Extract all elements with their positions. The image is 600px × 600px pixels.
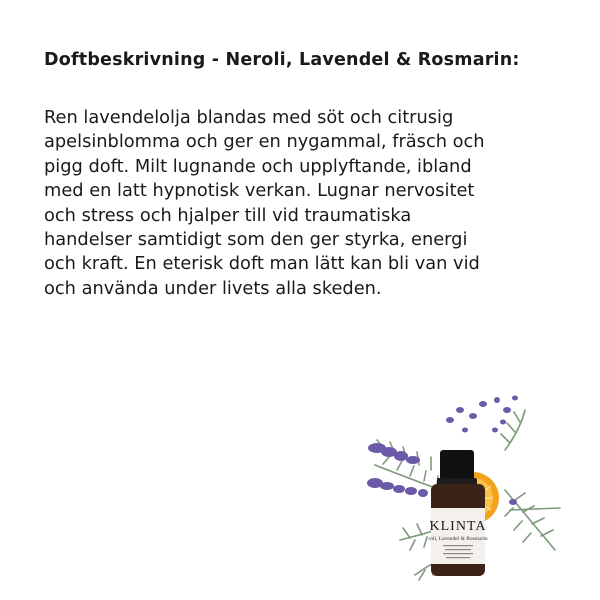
product-image [355, 390, 575, 590]
bottle-brand-label: KLINTA [429, 519, 487, 534]
description-line: och stress och hjalper till vid traumatiska [44, 204, 412, 226]
description-line: och använda under livets alla skeden. [44, 277, 382, 299]
description-line: och kraft. En eterisk doft man lätt kan bli van vid [44, 253, 480, 275]
page-heading: Doftbeskrivning - Neroli, Lavendel & Rosmarin: [44, 50, 520, 70]
description-text [44, 106, 485, 301]
product-illustration [355, 390, 575, 590]
description-line: Ren lavendelolja blandas med söt och citrusig [44, 107, 454, 128]
description-line: apelsinblomma och ger en nygammal, fräsch och [44, 131, 485, 153]
bottle-subtitle-label: roli, Lavendel & Rosmarin [428, 536, 488, 542]
essential-oil-bottle [428, 450, 488, 576]
description-line: handelser samtidigt som den ger styrka, energi [44, 229, 468, 251]
description-line: pigg doft. Milt lugnande och upplyftande, ibland [44, 155, 472, 177]
description-line: med en latt hypnotisk verkan. Lugnar nervositet [44, 180, 475, 202]
